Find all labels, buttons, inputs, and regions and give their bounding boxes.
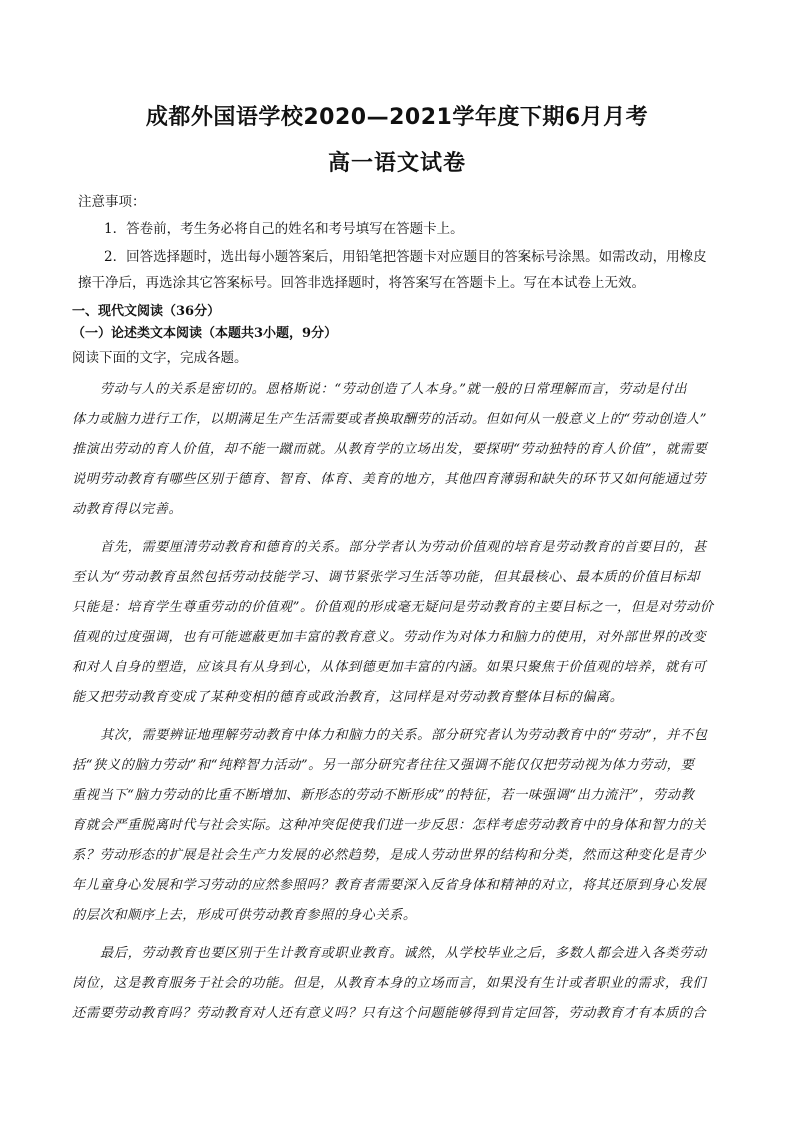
passage-line: 岗位，这是教育服务于社会的功能。但是，从教育本身的立场而言，如果没有生计或者职业的需求，我们 bbox=[72, 976, 707, 991]
passage-line: 和对人自身的塑造，应该具有从身到心，从体到德更加丰富的内涵。如果只聚焦于价值观的培养，就有可 bbox=[72, 660, 707, 675]
passage-line: 动教育得以完善。 bbox=[72, 502, 183, 517]
passage-line: 其次，需要辨证地理解劳动教育中体力和脑力的关系。部分研究者认为劳动教育中的“劳动”，并不包 bbox=[100, 728, 708, 743]
passage-line: 重视当下“脑力劳动的比重不断增加、新形态的劳动不断形成”的特征，若一味强调“出力流汗”，劳动教 bbox=[72, 788, 695, 803]
passage-line: 值观的过度强调，也有可能遮蔽更加丰富的教育意义。劳动作为对体力和脑力的使用，对外部世界的改变 bbox=[72, 630, 707, 645]
notes-heading: 注意事项： bbox=[78, 194, 146, 210]
passage-line: 育就会严重脱离时代与社会实际。这种冲突促使我们进一步反思：怎样考虑劳动教育中的身体和智力的关 bbox=[72, 818, 707, 833]
passage-line: 能又把劳动教育变成了某种变相的德育或政治教育，这同样是对劳动教育整体目标的偏离。 bbox=[72, 690, 624, 705]
passage-line: 首先，需要厘清劳动教育和德育的关系。部分学者认为劳动价值观的培育是劳动教育的首要目的，甚 bbox=[100, 540, 707, 555]
passage-line: 劳动与人的关系是密切的。恩格斯说：“劳动创造了人本身。”就一般的日常理解而言，劳动是付出 bbox=[100, 382, 688, 397]
passage-line: 至认为“劳动教育虽然包括劳动技能学习、调节紧张学习生活等功能，但其最核心、最本质的价值目标却 bbox=[72, 570, 700, 585]
passage-line: 推演出劳动的育人价值，却不能一蹴而就。从教育学的立场出发，要探明“劳动独特的育人价值”，就需要 bbox=[72, 442, 708, 457]
passage-line: 括“狭义的脑力劳动”和“纯粹智力活动”。另一部分研究者往往又强调不能仅仅把劳动视为体力劳动，要 bbox=[72, 758, 695, 773]
passage-line: 年儿童身心发展和学习劳动的应然参照吗？教育者需要深入反省身体和精神的对立，将其还原到身心发展 bbox=[72, 878, 707, 893]
passage-line: 最后，劳动教育也要区别于生计教育或职业教育。诚然，从学校毕业之后，多数人都会进入各类劳动 bbox=[100, 946, 707, 961]
subsection-heading: （一）论述类文本阅读（本题共3小题，9分） bbox=[72, 326, 338, 341]
passage-line: 只能是：培育学生尊重劳动的价值观”。价值观的形成毫无疑问是劳动教育的主要目标之一，但是对劳动价 bbox=[72, 600, 714, 615]
exam-subtitle: 高一语文试卷 bbox=[327, 151, 466, 176]
passage-line: 体力或脑力进行工作，以期满足生产生活需要或者换取酬劳的活动。但如何从一般意义上的“劳动创造人” bbox=[72, 412, 708, 427]
note-item-1: 1．答卷前，考生务必将自己的姓名和考号填写在答题卡上。 bbox=[104, 221, 464, 237]
reading-instruction: 阅读下面的文字，完成各题。 bbox=[72, 350, 248, 366]
note-item-2-line-2: 擦干净后，再选涂其它答案标号。回答非选择题时，将答案写在答题卡上。写在本试卷上无效。 bbox=[78, 275, 645, 291]
exam-title: 成都外国语学校2020—2021学年度下期6月月考 bbox=[145, 105, 649, 130]
passage-line: 还需要劳动教育吗？劳动教育对人还有意义吗？只有这个问题能够得到肯定回答，劳动教育才有本质的合 bbox=[72, 1006, 707, 1021]
section-heading: 一、现代文阅读（36分） bbox=[72, 304, 221, 319]
passage-line: 的层次和顺序上去，形成可供劳动教育参照的身心关系。 bbox=[72, 908, 417, 923]
note-item-2-line-1: 2．回答选择题时，选出每小题答案后，用铅笔把答题卡对应题目的答案标号涂黑。如需改动，用橡皮 bbox=[104, 249, 707, 265]
passage-line: 说明劳动教育有哪些区别于德育、智育、体育、美育的地方，其他四育薄弱和缺失的环节又如何能通过劳 bbox=[72, 472, 707, 487]
passage-line: 系？劳动形态的扩展是社会生产力发展的必然趋势，是成人劳动世界的结构和分类，然而这种变化是青少 bbox=[72, 848, 707, 863]
